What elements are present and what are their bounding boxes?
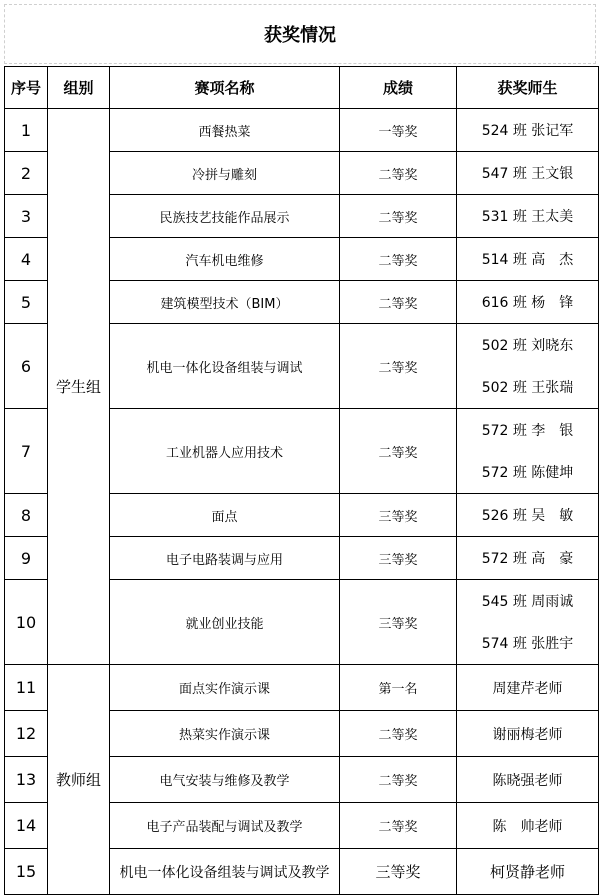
awards-table <box>4 66 599 895</box>
row-result: 二等奖 <box>340 195 457 238</box>
row-index: 10 <box>5 580 48 665</box>
header-event: 赛项名称 <box>110 67 340 109</box>
header-index: 序号 <box>5 67 48 109</box>
row-event: 机电一体化设备组装与调试及教学 <box>110 849 340 895</box>
row-event: 工业机器人应用技术 <box>110 409 340 494</box>
table-row <box>5 109 599 152</box>
row-result: 一等奖 <box>340 109 457 152</box>
row-result: 二等奖 <box>340 711 457 757</box>
row-index: 14 <box>5 803 48 849</box>
row-winners <box>457 409 599 494</box>
row-result: 二等奖 <box>340 152 457 195</box>
row-event: 民族技艺技能作品展示 <box>110 195 340 238</box>
row-winners <box>457 324 599 409</box>
row-result: 二等奖 <box>340 757 457 803</box>
row-winner: 547 班 王文银 <box>457 152 599 195</box>
row-event: 热菜实作演示课 <box>110 711 340 757</box>
row-event: 电子产品装配与调试及教学 <box>110 803 340 849</box>
row-result: 二等奖 <box>340 324 457 409</box>
group-cell-student: 学生组 <box>48 109 110 665</box>
row-event: 汽车机电维修 <box>110 238 340 281</box>
row-event: 机电一体化设备组装与调试 <box>110 324 340 409</box>
row-winner: 谢丽梅老师 <box>457 711 599 757</box>
table-header-row <box>5 67 599 109</box>
header-result: 成绩 <box>340 67 457 109</box>
row-winner: 柯贤静老师 <box>457 849 599 895</box>
row-index: 4 <box>5 238 48 281</box>
row-result: 三等奖 <box>340 537 457 580</box>
row-event: 就业创业技能 <box>110 580 340 665</box>
row-index: 8 <box>5 494 48 537</box>
row-event: 面点 <box>110 494 340 537</box>
row-index: 12 <box>5 711 48 757</box>
row-winner: 572 班 李 银 <box>481 423 574 439</box>
row-result: 二等奖 <box>340 803 457 849</box>
row-index: 5 <box>5 281 48 324</box>
page-title: 获奖情况 <box>4 4 596 64</box>
row-result: 三等奖 <box>340 580 457 665</box>
row-result: 三等奖 <box>340 849 457 895</box>
row-winner: 陈晓强老师 <box>457 757 599 803</box>
row-event: 冷拼与雕刻 <box>110 152 340 195</box>
group-cell-teacher: 教师组 <box>48 665 110 895</box>
row-result: 二等奖 <box>340 409 457 494</box>
row-index: 9 <box>5 537 48 580</box>
row-index: 11 <box>5 665 48 711</box>
row-winner: 545 班 周雨诚 <box>481 594 574 610</box>
row-winner: 574 班 张胜宇 <box>481 636 574 652</box>
row-event: 电气安装与维修及教学 <box>110 757 340 803</box>
row-event: 建筑模型技术（BIM） <box>110 281 340 324</box>
row-index: 6 <box>5 324 48 409</box>
row-result: 第一名 <box>340 665 457 711</box>
row-winner: 502 班 王张瑞 <box>481 380 574 396</box>
row-index: 7 <box>5 409 48 494</box>
row-index: 13 <box>5 757 48 803</box>
row-result: 二等奖 <box>340 238 457 281</box>
row-winner: 526 班 吴 敏 <box>457 494 599 537</box>
row-event: 西餐热菜 <box>110 109 340 152</box>
row-winner: 524 班 张记军 <box>457 109 599 152</box>
row-index: 2 <box>5 152 48 195</box>
header-group: 组别 <box>48 67 110 109</box>
row-winner: 514 班 高 杰 <box>457 238 599 281</box>
row-winner: 572 班 高 豪 <box>457 537 599 580</box>
row-event: 面点实作演示课 <box>110 665 340 711</box>
row-winner: 531 班 王太美 <box>457 195 599 238</box>
row-winner: 502 班 刘晓东 <box>481 338 574 354</box>
row-result: 二等奖 <box>340 281 457 324</box>
row-index: 1 <box>5 109 48 152</box>
row-index: 3 <box>5 195 48 238</box>
row-winner: 572 班 陈健坤 <box>481 465 574 481</box>
row-event: 电子电路装调与应用 <box>110 537 340 580</box>
row-winner: 616 班 杨 锋 <box>457 281 599 324</box>
row-winner: 周建芹老师 <box>457 665 599 711</box>
row-winners <box>457 580 599 665</box>
table-row <box>5 665 599 711</box>
header-winners: 获奖师生 <box>457 67 599 109</box>
row-index: 15 <box>5 849 48 895</box>
row-winner: 陈 帅老师 <box>457 803 599 849</box>
row-result: 三等奖 <box>340 494 457 537</box>
